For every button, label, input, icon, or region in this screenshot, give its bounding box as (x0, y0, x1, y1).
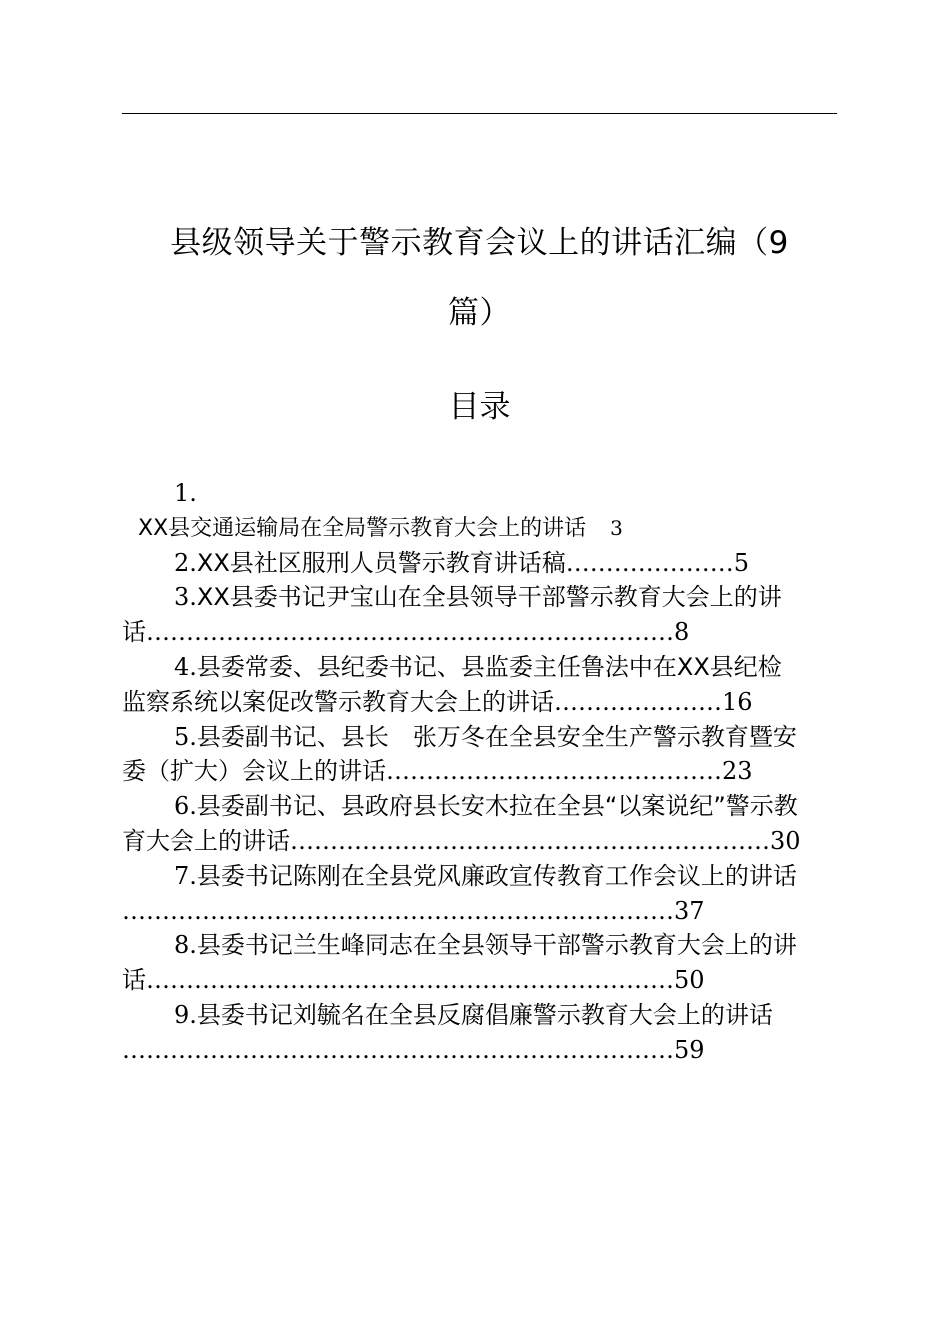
toc-item-title-cont: 委（扩大）会议上的讲话 (122, 757, 386, 786)
toc-item-number: 5. (174, 722, 197, 751)
toc-item-title: 县委书记兰生峰同志在全县领导干部警示教育大会上的讲 (196, 931, 797, 960)
toc-item-page: 30 (770, 826, 801, 855)
toc-item-title: 县委常委、县纪委书记、县监委主任鲁法中在XX县纪检 (196, 652, 782, 681)
toc-item-title: 县委书记陈刚在全县党风廉政宣传教育工作会议上的讲话 (196, 861, 797, 890)
title-line-1: 县级领导关于警示教育会议上的讲话汇编（9 (170, 225, 789, 261)
toc-item-leader: ………………………………………………………… (146, 618, 674, 647)
toc-item-leader: …………………………………………………………… (122, 896, 674, 925)
toc-item-page: 50 (674, 966, 705, 995)
toc-item-title: 县委副书记、县政府县长安木拉在全县“以案说纪”警示教 (196, 792, 798, 821)
toc-item-title-cont: 监察系统以案促改警示教育大会上的讲话 (122, 687, 554, 716)
toc-item-page: 16 (722, 687, 753, 716)
title-line-2: 篇） (448, 295, 511, 331)
toc-item-page: 37 (674, 896, 705, 925)
document-title (122, 208, 837, 348)
toc-item-leader: ………………………………………………………… (146, 966, 674, 995)
toc-item-title-cont: 话 (122, 966, 146, 995)
toc-item-5[interactable] (122, 720, 842, 790)
toc-item-7[interactable] (122, 859, 842, 929)
toc-item-page: 23 (722, 757, 753, 786)
toc-item-page: 59 (674, 1035, 705, 1064)
toc-item-page: 5 (733, 548, 750, 577)
toc-item-number: 6. (174, 792, 197, 821)
toc-item-9[interactable] (122, 998, 842, 1068)
toc-item-8[interactable] (122, 928, 842, 998)
toc-item-3[interactable] (122, 580, 842, 650)
toc-heading: 目录 (448, 389, 511, 425)
toc-item-title: XX县委书记尹宝山在全县领导干部警示教育大会上的讲 (196, 583, 782, 612)
toc-item-leader: …………………………………………………… (290, 826, 770, 855)
toc-item-leader: ………………… (565, 548, 734, 577)
toc-item-title: XX县社区服刑人员警示教育讲话稿 (196, 548, 566, 577)
toc-item-4[interactable] (122, 650, 842, 720)
toc-item-number: 2. (174, 548, 197, 577)
toc-item-number: 9. (174, 1000, 197, 1029)
toc-item-page: 3 (610, 515, 623, 540)
toc-item-page: 8 (674, 618, 690, 647)
toc-item-title: XX县交通运输局在全局警示教育大会上的讲话 (138, 515, 587, 541)
toc-item-number: 4. (174, 652, 197, 681)
header-rule (122, 113, 837, 114)
toc-item-title-cont: 育大会上的讲话 (122, 826, 290, 855)
toc-item-leader: …………………………………… (386, 757, 722, 786)
toc-item-number: 8. (174, 931, 197, 960)
toc-item-number: 7. (174, 861, 197, 890)
toc-item-leader: …………………………………………………………… (122, 1035, 674, 1064)
toc-item-leader: ………………… (554, 687, 722, 716)
toc-item-1[interactable] (122, 476, 842, 546)
toc-item-title: 县委书记刘毓名在全县反腐倡廉警示教育大会上的讲话 (196, 1000, 773, 1029)
toc-item-6[interactable] (122, 789, 842, 859)
toc-item-title: 县委副书记、县长 张万冬在全县安全生产警示教育暨安 (196, 722, 797, 751)
table-of-contents (122, 476, 842, 1068)
toc-item-title-cont: 话 (122, 618, 146, 647)
toc-item-2[interactable] (122, 546, 842, 581)
toc-item-number: 1. (174, 479, 197, 507)
toc-item-number: 3. (174, 583, 197, 612)
